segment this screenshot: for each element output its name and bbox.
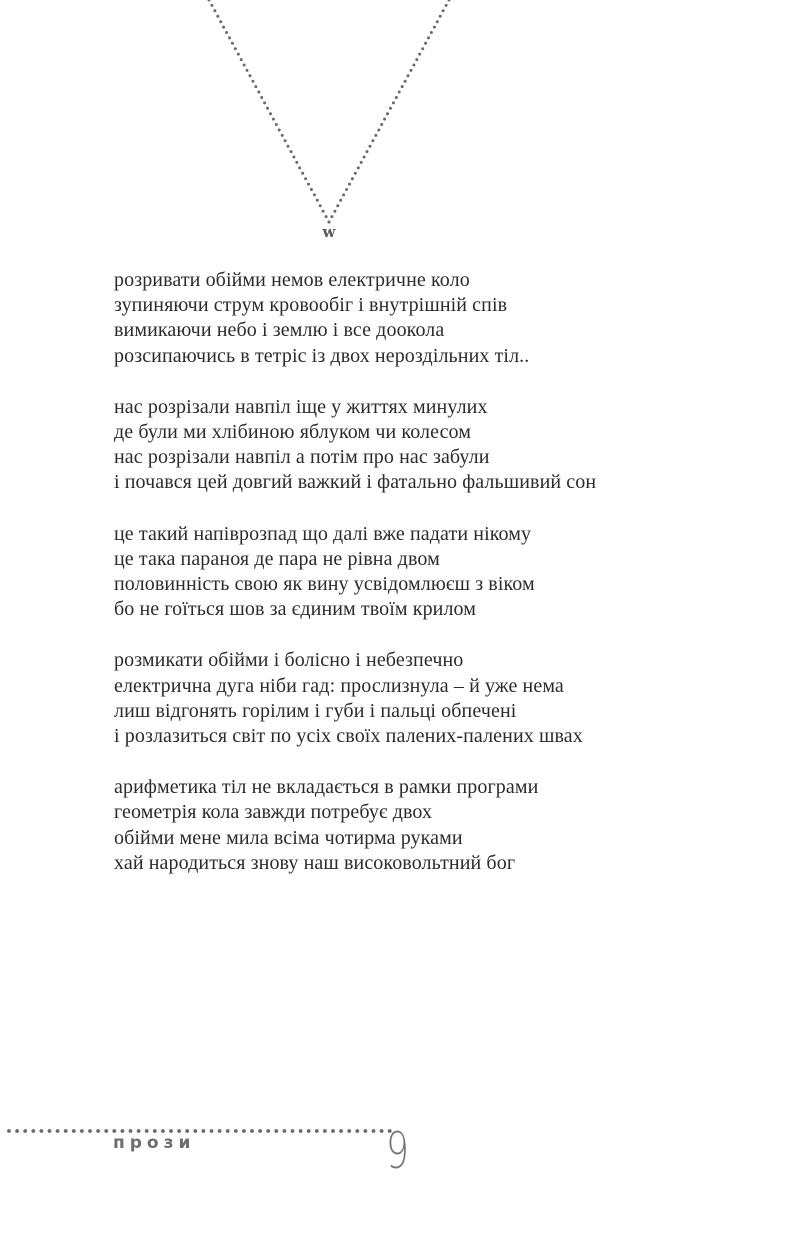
footer-dot <box>80 1129 84 1133</box>
chevron-left-dot <box>278 129 281 132</box>
chevron-left-dot <box>231 42 234 45</box>
chevron-right-dot <box>371 139 374 142</box>
chevron-left-dot <box>210 4 213 7</box>
footer-dot <box>202 1129 206 1133</box>
chevron-left-dot <box>222 26 225 29</box>
footer-dot <box>315 1129 319 1133</box>
chevron-left-dot <box>251 80 254 83</box>
chevron-right-dot <box>339 199 342 202</box>
poem-line: зупиняючи струм кровообіг і внутрішній спів <box>114 294 508 317</box>
poem-line: бо не гоїться шов за єдиним твоїм крилом <box>114 598 477 621</box>
poem-line: це такий напіврозпад що далі вже падати нікому <box>114 522 532 545</box>
footer-dot <box>210 1129 214 1133</box>
stanza-4 <box>114 648 754 749</box>
poem <box>114 268 754 902</box>
chevron-right-dot <box>404 80 407 83</box>
chevron-right-dot <box>424 42 427 45</box>
footer-dot <box>7 1129 11 1133</box>
chevron-left-dot <box>304 177 307 180</box>
chevron-left-dot <box>263 101 266 104</box>
chevron-left-dot <box>281 134 284 137</box>
chevron-right-dot <box>330 215 333 218</box>
stanza-2 <box>114 395 754 496</box>
chevron-right-dot <box>433 26 436 29</box>
chevron-left-dot <box>319 204 322 207</box>
chevron-left-dot <box>292 156 295 159</box>
footer-dot <box>364 1129 368 1133</box>
chevron-right-dot <box>415 58 418 61</box>
chevron-left-dot <box>322 210 325 213</box>
chevron-right-dot <box>395 96 398 99</box>
chevron-right-dot <box>392 101 395 104</box>
footer-dot <box>88 1129 92 1133</box>
chevron-left-dot <box>243 64 246 67</box>
stanza-1 <box>114 268 754 369</box>
chevron-left-dot <box>249 74 252 77</box>
footer-dot <box>23 1129 27 1133</box>
chevron-right-dot <box>401 85 404 88</box>
footer-dot <box>250 1129 254 1133</box>
chevron-right-dot <box>357 166 360 169</box>
footer-dot <box>242 1129 246 1133</box>
poem-line: вимикаючи небо і землю і все доокола <box>114 319 445 342</box>
chevron-right-dot <box>418 53 421 56</box>
dotted-chevron-ornament <box>0 0 798 260</box>
chevron-right-dot <box>439 15 442 18</box>
poem-line: де були ми хлібиною яблуком чи колесом <box>114 421 472 444</box>
footer-dot <box>299 1129 303 1133</box>
section-label: прози <box>113 1133 196 1153</box>
poem-line: геометрія кола завжди потребує двох <box>114 801 433 824</box>
footer-dot <box>331 1129 335 1133</box>
poem-line: і почався цей довгий важкий і фатально фальшивий сон <box>114 471 597 494</box>
poem-line: арифметика тіл не вкладається в рамки програми <box>114 776 539 799</box>
footer-dot <box>40 1129 44 1133</box>
chevron-right-dot <box>386 112 389 115</box>
chevron-left-dot <box>234 47 237 50</box>
chevron-right-dot <box>398 91 401 94</box>
page-number: 9 <box>386 1122 409 1180</box>
chevron-right-dot <box>360 161 363 164</box>
stanza-3 <box>114 522 754 623</box>
chevron-left-dot <box>237 53 240 56</box>
chevron-left-dot <box>266 107 269 110</box>
chevron-left-dot <box>213 9 216 12</box>
chevron-left-dot <box>240 58 243 61</box>
chevron-left-dot <box>316 199 319 202</box>
chevron-left-dot <box>284 139 287 142</box>
chevron-right-dot <box>342 193 345 196</box>
poem-line: це така параноя де пара не рівна двом <box>114 547 440 570</box>
chevron-left-dot <box>269 112 272 115</box>
footer-dot <box>266 1129 270 1133</box>
chevron-right-dot <box>377 129 380 132</box>
stanza-5 <box>114 775 754 876</box>
poem-line: розсипаючись в тетріс із двох нероздільних тіл.. <box>114 344 530 367</box>
chevron-left-dot <box>325 215 328 218</box>
chevron-left-dot <box>298 166 301 169</box>
footer-dot <box>31 1129 35 1133</box>
footer-dot <box>339 1129 343 1133</box>
poem-line: розривати обійми немов електричне коло <box>114 269 470 291</box>
chevron-left-dot <box>287 145 290 148</box>
footer-dot <box>323 1129 327 1133</box>
chevron-left-dot <box>275 123 278 126</box>
chevron-left-dot <box>246 69 249 72</box>
chevron-left-dot <box>310 188 313 191</box>
footer-dot <box>372 1129 376 1133</box>
chevron-right-dot <box>412 64 415 67</box>
chevron-right-dot <box>351 177 354 180</box>
footer-dot <box>355 1129 359 1133</box>
chevron-left-dot <box>257 91 260 94</box>
chevron-left-dot <box>219 20 222 23</box>
footer-dot <box>283 1129 287 1133</box>
footer-dot <box>347 1129 351 1133</box>
footer-dotted-rule <box>0 1124 400 1136</box>
chevron-left-dot <box>225 31 228 34</box>
footer-dot <box>15 1129 19 1133</box>
poem-line: нас розрізали навпіл іще у життях минулих <box>114 395 488 418</box>
chevron-left-dot <box>216 15 219 18</box>
chevron-left-dot <box>313 193 316 196</box>
chevron-right-dot <box>383 118 386 121</box>
chevron-right-dot <box>436 20 439 23</box>
chevron-right-dot <box>407 74 410 77</box>
poem-line: обійми мене мила всіма чотирма руками <box>114 826 463 849</box>
chevron-left-dot <box>290 150 293 153</box>
chevron-left-dot <box>208 0 211 2</box>
chevron-right-dot <box>374 134 377 137</box>
chevron-left-dot <box>295 161 298 164</box>
chevron-right-dot <box>421 47 424 50</box>
chevron-left-dot <box>228 36 231 39</box>
footer-dot <box>307 1129 311 1133</box>
chevron-right-dot <box>389 107 392 110</box>
chevron-right-dot <box>369 145 372 148</box>
poem-line: електрична дуга ніби гад: прослизнула – й уже нема <box>114 674 564 697</box>
chevron-mark: w <box>322 223 336 241</box>
poem-line: лиш відгонять горілим і губи і пальці обпечені <box>114 699 517 722</box>
footer-dot <box>72 1129 76 1133</box>
footer-dot <box>258 1129 262 1133</box>
chevron-right-dot <box>430 31 433 34</box>
chevron-left-dot <box>307 183 310 186</box>
footer-dot <box>234 1129 238 1133</box>
chevron-right-dot <box>442 9 445 12</box>
footer-dot <box>56 1129 60 1133</box>
poem-line: нас розрізали навпіл а потім про нас забули <box>114 446 490 469</box>
chevron-left-dot <box>260 96 263 99</box>
chevron-right-dot <box>410 69 413 72</box>
chevron-right-dot <box>336 204 339 207</box>
footer-dot <box>64 1129 68 1133</box>
footer-dot <box>104 1129 108 1133</box>
footer-dot <box>291 1129 295 1133</box>
footer-dot <box>218 1129 222 1133</box>
footer-dot <box>48 1129 52 1133</box>
chevron-right-dot <box>354 172 357 175</box>
chevron-left-dot <box>301 172 304 175</box>
poem-line: і розлазиться світ по усіх своїх палених-палених швах <box>114 725 583 748</box>
chevron-right-dot <box>348 183 351 186</box>
footer-dot <box>274 1129 278 1133</box>
footer-dot <box>96 1129 100 1133</box>
footer-dot <box>226 1129 230 1133</box>
chevron-right-dot <box>445 4 448 7</box>
chevron-right-dot <box>345 188 348 191</box>
poem-line: хай народиться знову наш високовольтний бог <box>114 851 516 874</box>
chevron-right-dot <box>363 156 366 159</box>
chevron-right-dot <box>333 210 336 213</box>
poem-line: розмикати обійми і болісно і небезпечно <box>114 649 464 672</box>
chevron-left-dot <box>272 118 275 121</box>
chevron-right-dot <box>427 36 430 39</box>
footer-dot <box>380 1129 384 1133</box>
chevron-right-dot <box>380 123 383 126</box>
poem-line: половинність свою як вину усвідомлюєш з віком <box>114 573 535 596</box>
chevron-left-dot <box>254 85 257 88</box>
chevron-right-dot <box>448 0 451 2</box>
chevron-right-dot <box>366 150 369 153</box>
